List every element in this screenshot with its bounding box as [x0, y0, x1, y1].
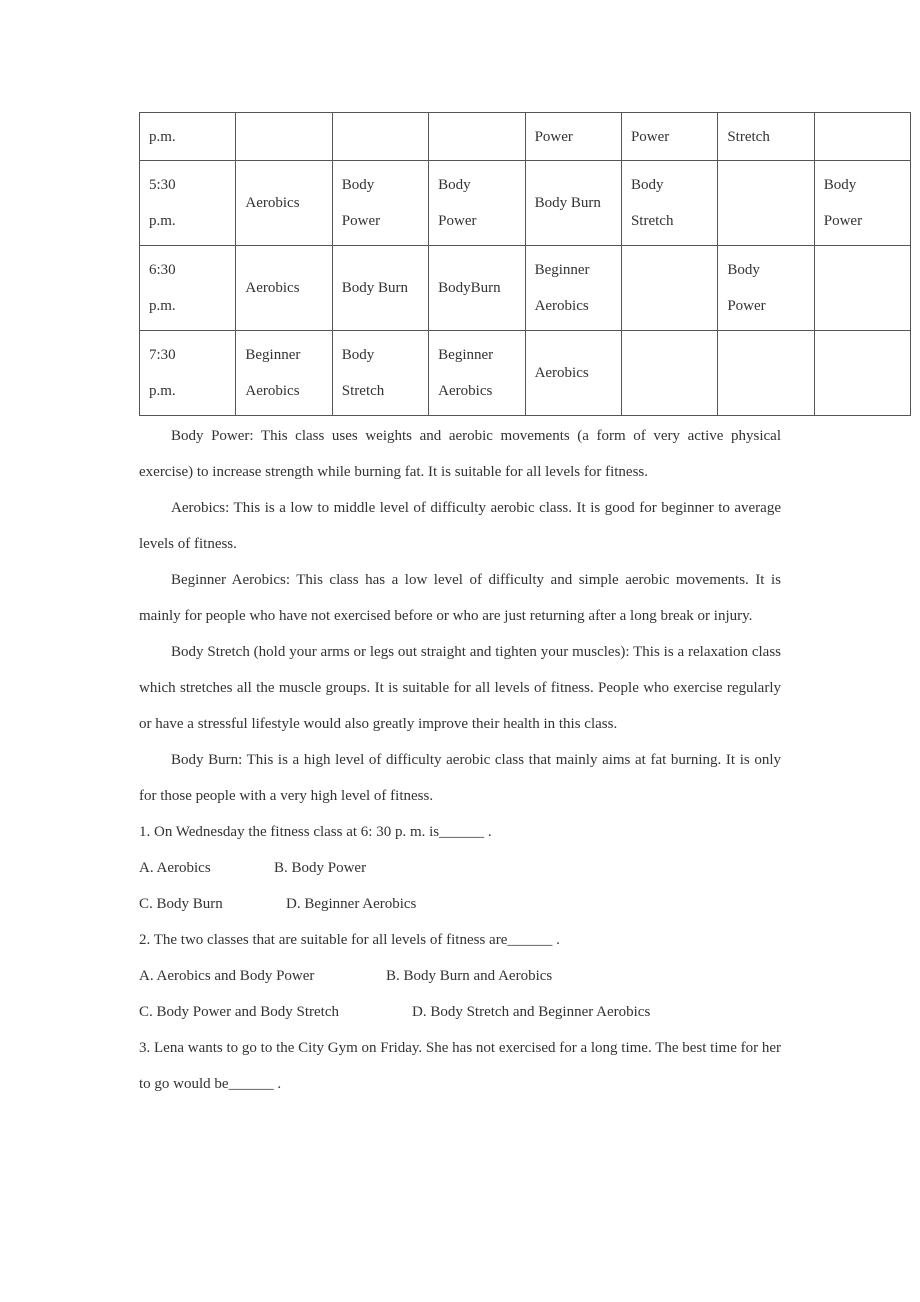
class-cell	[525, 113, 621, 161]
class-name-line: Body	[341, 177, 375, 193]
time-line: 5:30	[149, 177, 176, 193]
time-line: p.m.	[149, 213, 176, 229]
class-cell	[718, 161, 814, 246]
class-cell	[621, 331, 717, 416]
time-cell	[140, 331, 236, 416]
time-line: p.m.	[149, 128, 176, 145]
time-line: p.m.	[149, 298, 176, 314]
class-descriptions	[139, 418, 781, 1102]
time-cell	[140, 113, 236, 161]
question-2-options-row-2	[139, 994, 781, 1030]
question-1-option-d: D. Beginner Aerobics	[286, 896, 417, 912]
class-name-line: Body	[727, 262, 760, 278]
class-name-line: Aerobics	[245, 280, 300, 296]
schedule-row	[140, 113, 911, 161]
question-2-option-a: A. Aerobics and Body Power	[139, 968, 315, 984]
class-name-line: Body	[438, 177, 471, 193]
class-cell	[814, 331, 910, 416]
class-cell	[621, 161, 717, 246]
class-cell	[332, 161, 428, 246]
description-body-burn: Body Burn: This is a high level of difficulty aerobic class that mainly aims at fat burning. It is only for those people with a very high level of fitness.	[139, 752, 781, 804]
class-name-line: Body	[823, 177, 857, 193]
class-name-line: Beginner	[438, 347, 494, 363]
class-name-line: Aerobics	[534, 298, 589, 314]
question-1-option-c: C. Body Burn	[139, 896, 223, 912]
class-cell	[621, 113, 717, 161]
class-name-line: Power	[630, 128, 670, 145]
schedule-row	[140, 246, 911, 331]
schedule-row	[140, 331, 911, 416]
question-2-stem: 2. The two classes that are suitable for all levels of fitness are______ .	[139, 932, 560, 948]
time-line: p.m.	[149, 383, 176, 399]
class-cell	[814, 161, 910, 246]
class-cell	[429, 113, 525, 161]
class-cell	[429, 331, 525, 416]
description-body-power: Body Power: This class uses weights and aerobic movements (a form of very active physical exercise) to increase strength while burning fat. It is suitable for all levels for fitness.	[139, 428, 781, 480]
question-1-option-b: B. Body Power	[274, 860, 367, 876]
question-2-options-row-1	[139, 958, 781, 994]
class-name-line: Beginner	[534, 262, 590, 278]
class-cell	[429, 161, 525, 246]
time-cell	[140, 246, 236, 331]
time-line: 7:30	[149, 347, 176, 363]
class-name-line: Body Burn	[534, 195, 601, 211]
class-name-line: Body	[341, 347, 375, 363]
class-name-line: Aerobics	[245, 383, 300, 399]
class-cell	[236, 113, 332, 161]
description-aerobics: Aerobics: This is a low to middle level of difficulty aerobic class. It is good for beginner to average levels of fitness.	[139, 500, 781, 552]
question-2-option-b: B. Body Burn and Aerobics	[386, 968, 553, 984]
class-name-line: Aerobics	[438, 383, 493, 399]
class-cell	[718, 331, 814, 416]
class-cell	[718, 246, 814, 331]
class-name-line: Power	[341, 213, 381, 229]
class-name-line: Aerobics	[534, 365, 589, 381]
description-beginner-aerobics: Beginner Aerobics: This class has a low level of difficulty and simple aerobic movements. It is mainly for people who have not exercised before or who are just returning after a long break or injury.	[139, 572, 781, 624]
class-cell	[525, 331, 621, 416]
class-cell	[814, 113, 910, 161]
question-1-stem: 1. On Wednesday the fitness class at 6: 30 p. m. is______ .	[139, 824, 492, 840]
class-cell	[621, 246, 717, 331]
class-name-line: Power	[438, 213, 477, 229]
description-body-stretch: Body Stretch (hold your arms or legs out straight and tighten your muscles): This is a relaxation class which stretches all the muscle groups. It is suitable for all levels of fitness. People who exercise regularly or have a stressful lifestyle would also greatly improve their health in this class.	[139, 644, 781, 732]
question-2-option-c: C. Body Power and Body Stretch	[139, 1004, 339, 1020]
class-name-line: BodyBurn	[438, 280, 501, 296]
class-cell	[332, 246, 428, 331]
class-cell	[236, 331, 332, 416]
class-cell	[525, 161, 621, 246]
class-name-line: Aerobics	[245, 195, 300, 211]
question-1-option-a: A. Aerobics	[139, 860, 211, 876]
class-name-line: Stretch	[341, 383, 385, 399]
class-cell	[236, 246, 332, 331]
class-name-line: Beginner	[245, 347, 301, 363]
class-schedule-table	[139, 112, 911, 416]
class-name-line: Power	[823, 213, 863, 229]
time-cell	[140, 161, 236, 246]
class-cell	[332, 331, 428, 416]
question-1-options-row-2	[139, 886, 781, 922]
class-cell	[332, 113, 428, 161]
class-name-line: Stretch	[727, 128, 770, 145]
class-name-line: Power	[727, 298, 766, 314]
class-name-line: Body	[630, 177, 664, 193]
class-cell	[718, 113, 814, 161]
class-name-line: Power	[534, 128, 573, 145]
class-name-line: Body Burn	[341, 280, 409, 296]
time-line: 6:30	[149, 262, 176, 278]
schedule-row	[140, 161, 911, 246]
class-cell	[814, 246, 910, 331]
question-3-stem: 3. Lena wants to go to the City Gym on Friday. She has not exercised for a long time. The best time for her to go would be______ .	[139, 1040, 781, 1092]
class-cell	[525, 246, 621, 331]
class-cell	[429, 246, 525, 331]
class-cell	[236, 161, 332, 246]
question-2-option-d: D. Body Stretch and Beginner Aerobics	[412, 1004, 651, 1020]
class-name-line: Stretch	[630, 213, 674, 229]
question-1-options-row-1	[139, 850, 781, 886]
